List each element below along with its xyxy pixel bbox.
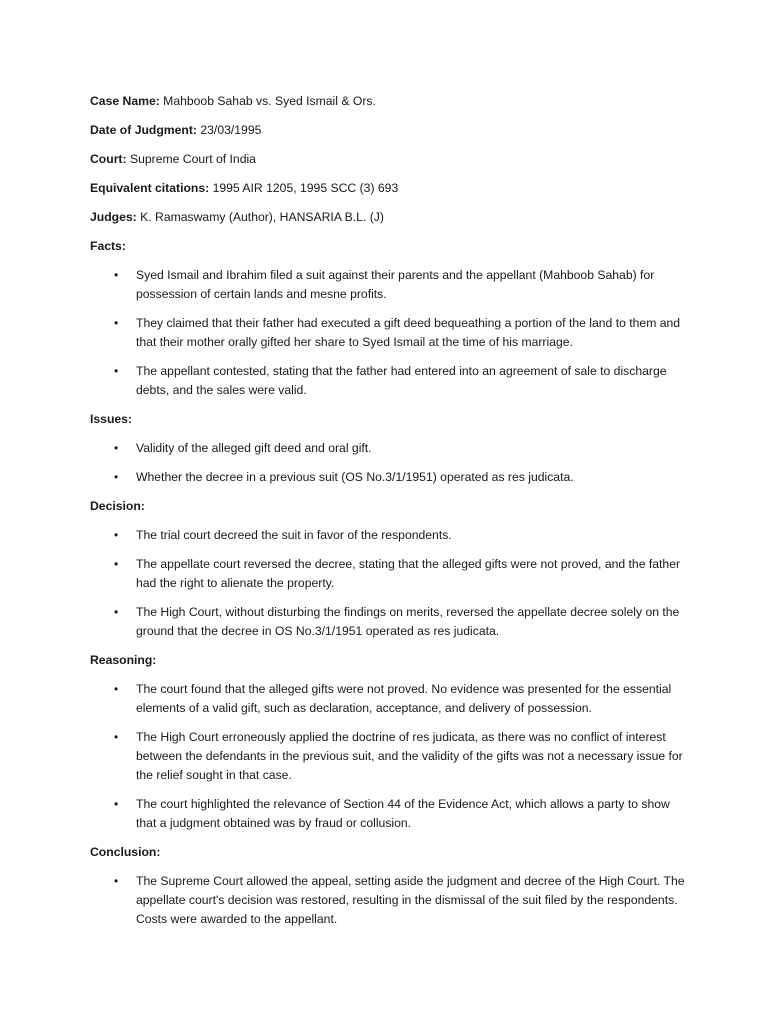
list-item <box>90 555 690 593</box>
bullet-icon: • <box>114 316 119 330</box>
reasoning-list <box>90 680 690 833</box>
date-line <box>90 121 690 140</box>
list-item <box>90 728 690 785</box>
list-item-text: The appellate court reversed the decree, stating that the alleged gifts were not proved, and the father had the right to alienate the property. <box>136 557 681 590</box>
citations-label: Equivalent citations: <box>90 181 210 195</box>
judges-label: Judges: <box>90 210 137 224</box>
judges-value: K. Ramaswamy (Author), HANSARIA B.L. (J) <box>140 210 384 224</box>
reasoning-heading: Reasoning: <box>90 653 157 667</box>
list-item <box>90 362 690 400</box>
bullet-icon: • <box>114 797 119 811</box>
citations-line <box>90 179 690 198</box>
list-item-text: The court highlighted the relevance of Section 44 of the Evidence Act, which allows a party to show that a judgment obtained was by fraud or collusion. <box>136 797 670 830</box>
judges-line <box>90 208 690 227</box>
document-body <box>90 92 690 939</box>
bullet-icon: • <box>114 605 119 619</box>
list-item <box>90 314 690 352</box>
decision-heading: Decision: <box>90 499 145 513</box>
date-label: Date of Judgment: <box>90 123 197 137</box>
date-value: 23/03/1995 <box>200 123 262 137</box>
citations-value: 1995 AIR 1205, 1995 SCC (3) 693 <box>212 181 399 195</box>
issues-heading: Issues: <box>90 412 133 426</box>
bullet-icon: • <box>114 364 119 378</box>
conclusion-list <box>90 872 690 929</box>
court-line <box>90 150 690 169</box>
decision-list <box>90 526 690 641</box>
list-item-text: They claimed that their father had executed a gift deed bequeathing a portion of the land to them and that their mother orally gifted her share to Syed Ismail at the time of his marriage. <box>136 316 681 349</box>
list-item <box>90 468 690 487</box>
list-item <box>90 680 690 718</box>
bullet-icon: • <box>114 268 119 282</box>
bullet-icon: • <box>114 557 119 571</box>
conclusion-heading: Conclusion: <box>90 845 161 859</box>
case-name-label: Case Name: <box>90 94 160 108</box>
bullet-icon: • <box>114 682 119 696</box>
list-item <box>90 266 690 304</box>
case-name-value: Mahboob Sahab vs. Syed Ismail & Ors. <box>163 94 376 108</box>
list-item-text: The High Court erroneously applied the doctrine of res judicata, as there was no conflict of interest between the defendants in the previous suit, and the validity of the gifts was not a necessary issue for the relief sought in that case. <box>136 730 683 782</box>
list-item-text: The appellant contested, stating that the father had entered into an agreement of sale to discharge debts, and the sales were valid. <box>136 364 667 397</box>
list-item-text: The High Court, without disturbing the findings on merits, reversed the appellate decree solely on the ground that the decree in OS No.3/1/1951 operated as res judicata. <box>136 605 680 638</box>
list-item-text: Whether the decree in a previous suit (OS No.3/1/1951) operated as res judicata. <box>136 470 574 484</box>
facts-heading: Facts: <box>90 239 126 253</box>
list-item <box>90 526 690 545</box>
list-item-text: Syed Ismail and Ibrahim filed a suit against their parents and the appellant (Mahboob Sahab) for possession of certain lands and mesne profits. <box>136 268 655 301</box>
court-value: Supreme Court of India <box>129 152 256 166</box>
issues-list <box>90 439 690 487</box>
bullet-icon: • <box>114 730 119 744</box>
bullet-icon: • <box>114 441 119 455</box>
list-item <box>90 872 690 929</box>
bullet-icon: • <box>114 528 119 542</box>
list-item <box>90 439 690 458</box>
case-name-line <box>90 92 690 111</box>
list-item-text: The Supreme Court allowed the appeal, setting aside the judgment and decree of the High Court. The appellate court's decision was restored, resulting in the dismissal of the suit filed by the respondents. Costs were awarded to the appellant. <box>136 874 685 926</box>
list-item-text: Validity of the alleged gift deed and oral gift. <box>136 441 372 455</box>
bullet-icon: • <box>114 470 119 484</box>
bullet-icon: • <box>114 874 119 888</box>
list-item-text: The trial court decreed the suit in favor of the respondents. <box>136 528 452 542</box>
list-item <box>90 603 690 641</box>
court-label: Court: <box>90 152 127 166</box>
list-item-text: The court found that the alleged gifts were not proved. No evidence was presented for the essential elements of a valid gift, such as declaration, acceptance, and delivery of possession. <box>136 682 672 715</box>
list-item <box>90 795 690 833</box>
facts-list <box>90 266 690 400</box>
